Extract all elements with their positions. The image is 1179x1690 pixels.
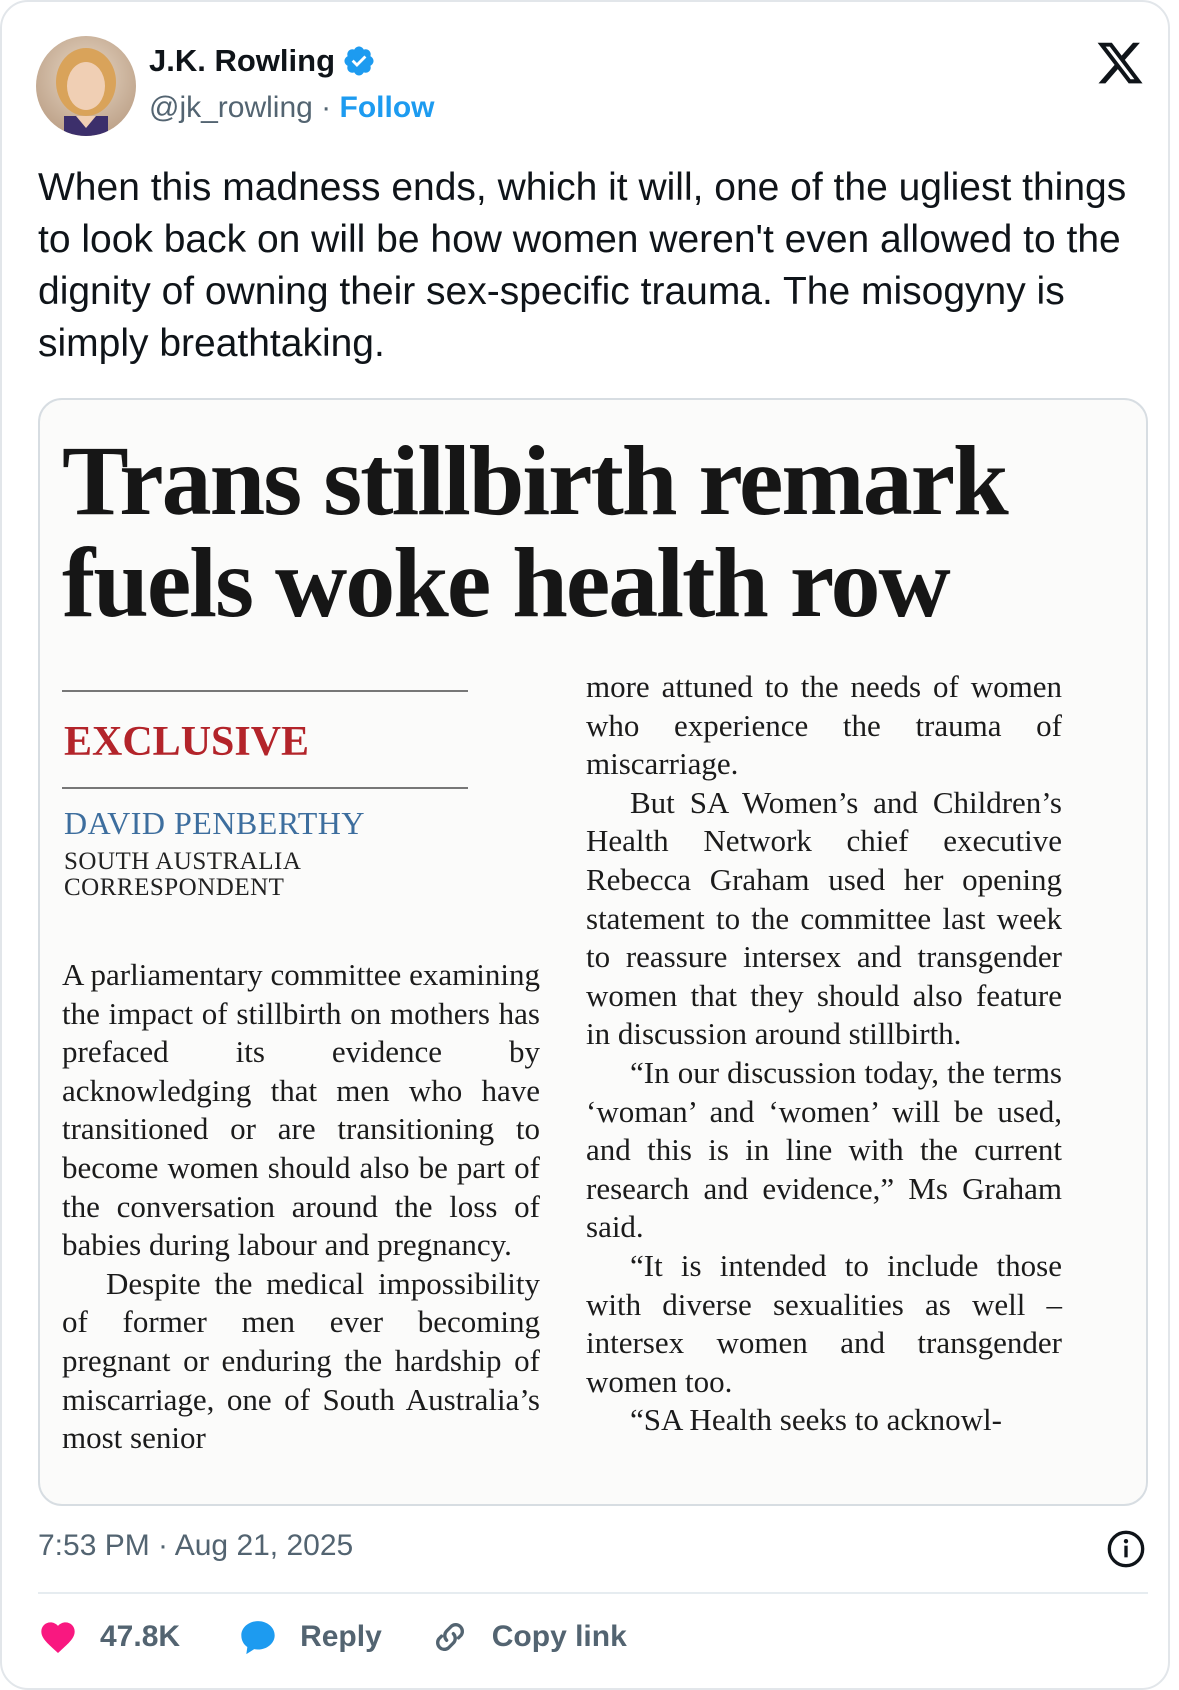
article-paragraph: But SA Women’s and Children’s Health Network chief executive Rebecca Graham used her opening statement to the committee last week to reassure intersex and transgender women that they should also feature in discussion around stillbirth. [586,784,1062,1052]
article-paragraph: A parliamentary committee examining the impact of stillbirth on mothers has prefaced its evidence by acknowledging that men who have transitioned or are transitioning to become women should also be part of the conversation around the loss of babies during labour and pregnancy. [62,957,540,1263]
action-bar [38,1612,627,1662]
display-name[interactable] [149,43,376,79]
role-line-2: CORRESPONDENT [64,874,285,901]
reply-label: Reply [300,1620,382,1653]
article-paragraph: Despite the medical impossibility of former men ever becoming pregnant or enduring the hardship of miscarriage, one of South Australia’s most senior [62,1265,540,1456]
divider [38,1592,1148,1594]
link-icon [430,1617,470,1657]
headline-line-1: Trans stillbirth remark [62,425,1007,536]
verified-badge-icon [342,44,376,78]
handle-row [149,91,435,125]
byline-role [64,849,484,901]
article-headline [62,425,1122,638]
avatar[interactable] [36,36,136,136]
like-button[interactable] [38,1617,180,1657]
copy-link-button[interactable] [430,1617,627,1657]
role-line-1: SOUTH AUSTRALIA [64,848,302,875]
article-paragraph: “SA Health seeks to acknowl- [630,1402,1002,1438]
attached-image[interactable] [38,398,1148,1506]
rule-bottom [62,787,468,789]
like-count: 47.8K [100,1620,181,1653]
reply-bubble-icon [238,1617,278,1657]
tweet-text: When this madness ends, which it will, one of the ugliest things to look back on will be how women weren't even allowed to the dignity of owning their sex-specific trauma. The misogyny is simply breathtaking. [38,166,1127,365]
reply-button[interactable] [238,1617,382,1657]
article-column-left [62,956,540,1458]
copy-link-label: Copy link [491,1620,627,1653]
heart-icon [38,1617,78,1657]
article-paragraph: “It is intended to include those with diverse sexualities as well – intersex women and transgender women too. [586,1247,1062,1399]
rule-top [62,690,468,692]
article-paragraph: more attuned to the needs of women who experience the trauma of miscarriage. [586,669,1062,782]
info-icon[interactable] [1106,1529,1146,1569]
article-column-right [586,668,1062,1440]
x-logo-icon[interactable] [1095,38,1145,88]
display-name-text: J.K. Rowling [149,43,335,78]
follow-button[interactable]: Follow [339,91,435,124]
article-paragraph: “In our discussion today, the terms ‘woman’ and ‘women’ will be used, and this is in line with the current research and evidence,” Ms Graham said. [586,1054,1062,1245]
avatar-image [36,36,136,136]
exclusive-tag: EXCLUSIVE [64,719,310,765]
timestamp[interactable]: 7:53 PM · Aug 21, 2025 [38,1529,354,1562]
handle-separator: · [312,91,340,124]
headline-line-2: fuels woke health row [62,527,949,638]
handle[interactable]: @jk_rowling [149,91,313,124]
byline: DAVID PENBERTHY [64,805,365,841]
